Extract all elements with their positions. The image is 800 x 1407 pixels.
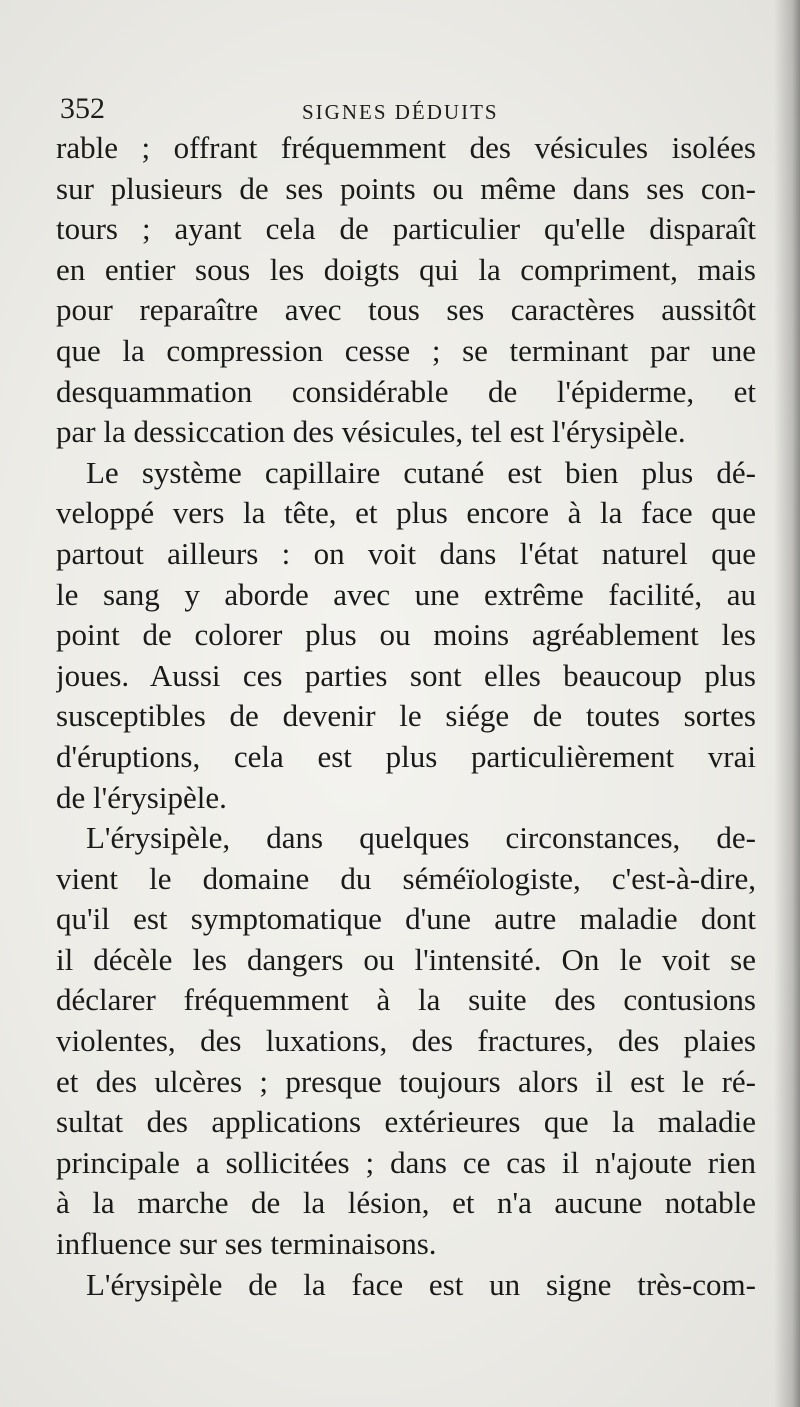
text-line: d'éruptions, cela est plus particulièrement vrai	[56, 738, 756, 774]
text-line: influence sur ses terminaisons.	[56, 1226, 437, 1262]
text-line: susceptibles de devenir le siége de toutes sortes	[56, 698, 756, 734]
text-line: sultat des applications extérieures que la maladie	[56, 1104, 756, 1140]
text-line: par la dessiccation des vésicules, tel est l'érysipèle.	[56, 414, 686, 450]
text-line: veloppé vers la tête, et plus encore à la face que	[56, 495, 756, 531]
text-line: de l'érysipèle.	[56, 779, 227, 815]
text-line: principale a sollicitées ; dans ce cas il n'ajoute rien	[56, 1144, 756, 1180]
body-text	[56, 128, 756, 1305]
text-line: vient le domaine du séméïologiste, c'est-à-dire,	[56, 860, 756, 896]
text-line: qu'il est symptomatique d'une autre maladie dont	[56, 901, 756, 937]
running-head: SIGNES DÉDUITS	[302, 100, 499, 124]
text-line: il décèle les dangers ou l'intensité. On le voit se	[56, 941, 756, 977]
text-line: et des ulcères ; presque toujours alors il est le ré-	[56, 1063, 756, 1099]
text-line: joues. Aussi ces parties sont elles beaucoup plus	[56, 657, 756, 693]
text-line: partout ailleurs : on voit dans l'état naturel que	[56, 535, 756, 571]
page-number: 352	[60, 92, 105, 125]
paragraph-start-line: L'érysipèle de la face est un signe très-com-	[86, 1266, 756, 1302]
text-line: en entier sous les doigts qui la compriment, mais	[56, 251, 756, 287]
text-line: violentes, des luxations, des fractures, des plaies	[56, 1023, 756, 1059]
text-line: déclarer fréquemment à la suite des contusions	[56, 982, 756, 1018]
text-line: pour reparaître avec tous ses caractères aussitôt	[56, 292, 756, 328]
page-header	[60, 92, 760, 132]
text-line: rable ; offrant fréquemment des vésicules isolées	[56, 130, 756, 165]
text-line: desquammation considérable de l'épiderme, et	[56, 373, 756, 409]
paragraph-start-line: Le système capillaire cutané est bien plus dé-	[86, 454, 756, 490]
text-line: tours ; ayant cela de particulier qu'elle disparaît	[56, 211, 756, 247]
text-line: que la compression cesse ; se terminant par une	[56, 332, 756, 368]
text-line: point de colorer plus ou moins agréablement les	[56, 617, 756, 653]
text-line: à la marche de la lésion, et n'a aucune notable	[56, 1185, 756, 1221]
text-line: le sang y aborde avec une extrême facilité, au	[56, 576, 756, 612]
text-line: sur plusieurs de ses points ou même dans ses con-	[56, 170, 756, 206]
paragraph-start-line: L'érysipèle, dans quelques circonstances, de-	[86, 820, 756, 856]
